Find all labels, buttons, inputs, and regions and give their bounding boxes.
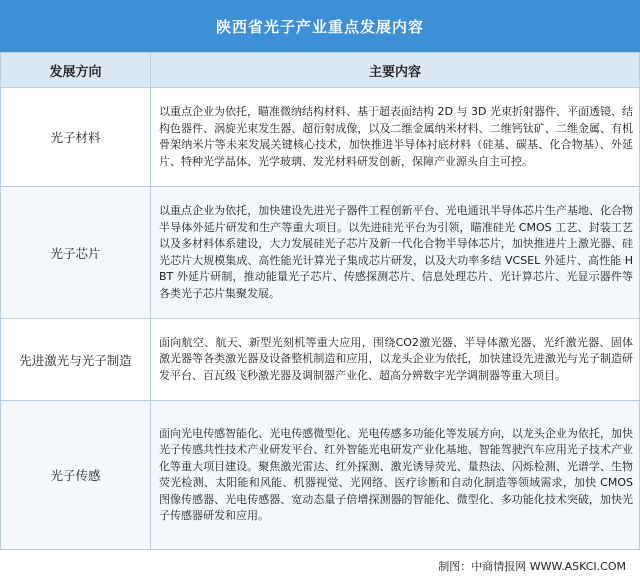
header-direction: 发展方向 xyxy=(1,53,151,88)
header-content: 主要内容 xyxy=(151,53,640,88)
row-content: 以重点企业为依托，瞄准微纳结构材料、基于超表面结构 2D 与 3D 光束折射器件、平面透镜、结构色器件、涡旋光束发生器、超衍射成像，以及二维金属纳米材料、二维钙钛矿、二维金属、有机骨架纳米片等未来发展关键核心技术，加快推进半导体衬底材料（硅基、碳基、化合物基）、外延片、特种光学晶体、光学玻璃、发光材料研发创新，保障产业源头自主可控。 xyxy=(151,88,640,187)
table-title: 陕西省光子产业重点发展内容 xyxy=(0,0,640,52)
table-row xyxy=(1,401,640,550)
row-direction: 光子材料 xyxy=(1,88,151,187)
row-direction: 光子传感 xyxy=(1,401,151,550)
table-row xyxy=(1,319,640,401)
table-row xyxy=(1,88,640,187)
table-row xyxy=(1,187,640,319)
row-content: 面向光电传感智能化、光电传感微型化、光电传感多功能化等发展方向，以龙头企业为依托，加快光子传感共性技术产业研发平台、红外智能光电研发产业化基地、智能驾驶汽车应用光子技术产业化等重大项目建设。聚焦激光雷达、红外探测、激光诱导荧光、量热法、闪烁检测、光谱学、生物荧光检测、太阳能和风能、机器视觉、光网络、医疗诊断和自动化制造等领域需求，加快 CMOS 图像传感器、光电传感器、宽动态量子倍增探测器的智能化、微型化、多功能化技术突破，加快光子传感器研发和应用。 xyxy=(151,401,640,550)
development-table xyxy=(0,52,640,550)
row-direction: 光子芯片 xyxy=(1,187,151,319)
row-direction: 先进激光与光子制造 xyxy=(1,319,151,401)
row-content: 以重点企业为依托，加快建设先进光子器件工程创新平台、光电通讯半导体芯片生产基地、化合物半导体外延片研发和生产等重大项目。以先进硅光平台为引领，瞄准硅光 CMOS 工艺、封装工艺以及多材料体系建设，大力发展硅光子芯片及新一代化合物半导体芯片，加快推进片上激光器、硅光芯片大规模集成、高性能光计算光子集成芯片研发，以及大功率多结 VCSEL 外延片、高性能 HBT 外延片研制，推动能量光子芯片、传感探测芯片、信息处理芯片、光计算芯片、光显示器件等各类光子芯片集聚发展。 xyxy=(151,187,640,319)
header-row xyxy=(1,53,640,88)
row-content: 面向航空、航天、新型光刻机等重大应用，围绕CO2激光器、半导体激光器、光纤激光器、固体激光器等各类激光器及设备整机制造和应用，以龙头企业为依托，加快建设先进激光与光子制造研发平台、百瓦级飞秒激光器及调制器产业化、超高分辨数字光学调制器等重大项目。 xyxy=(151,319,640,401)
source-credit: 制图：中商情报网 WWW.ASKCI.COM xyxy=(438,560,626,573)
